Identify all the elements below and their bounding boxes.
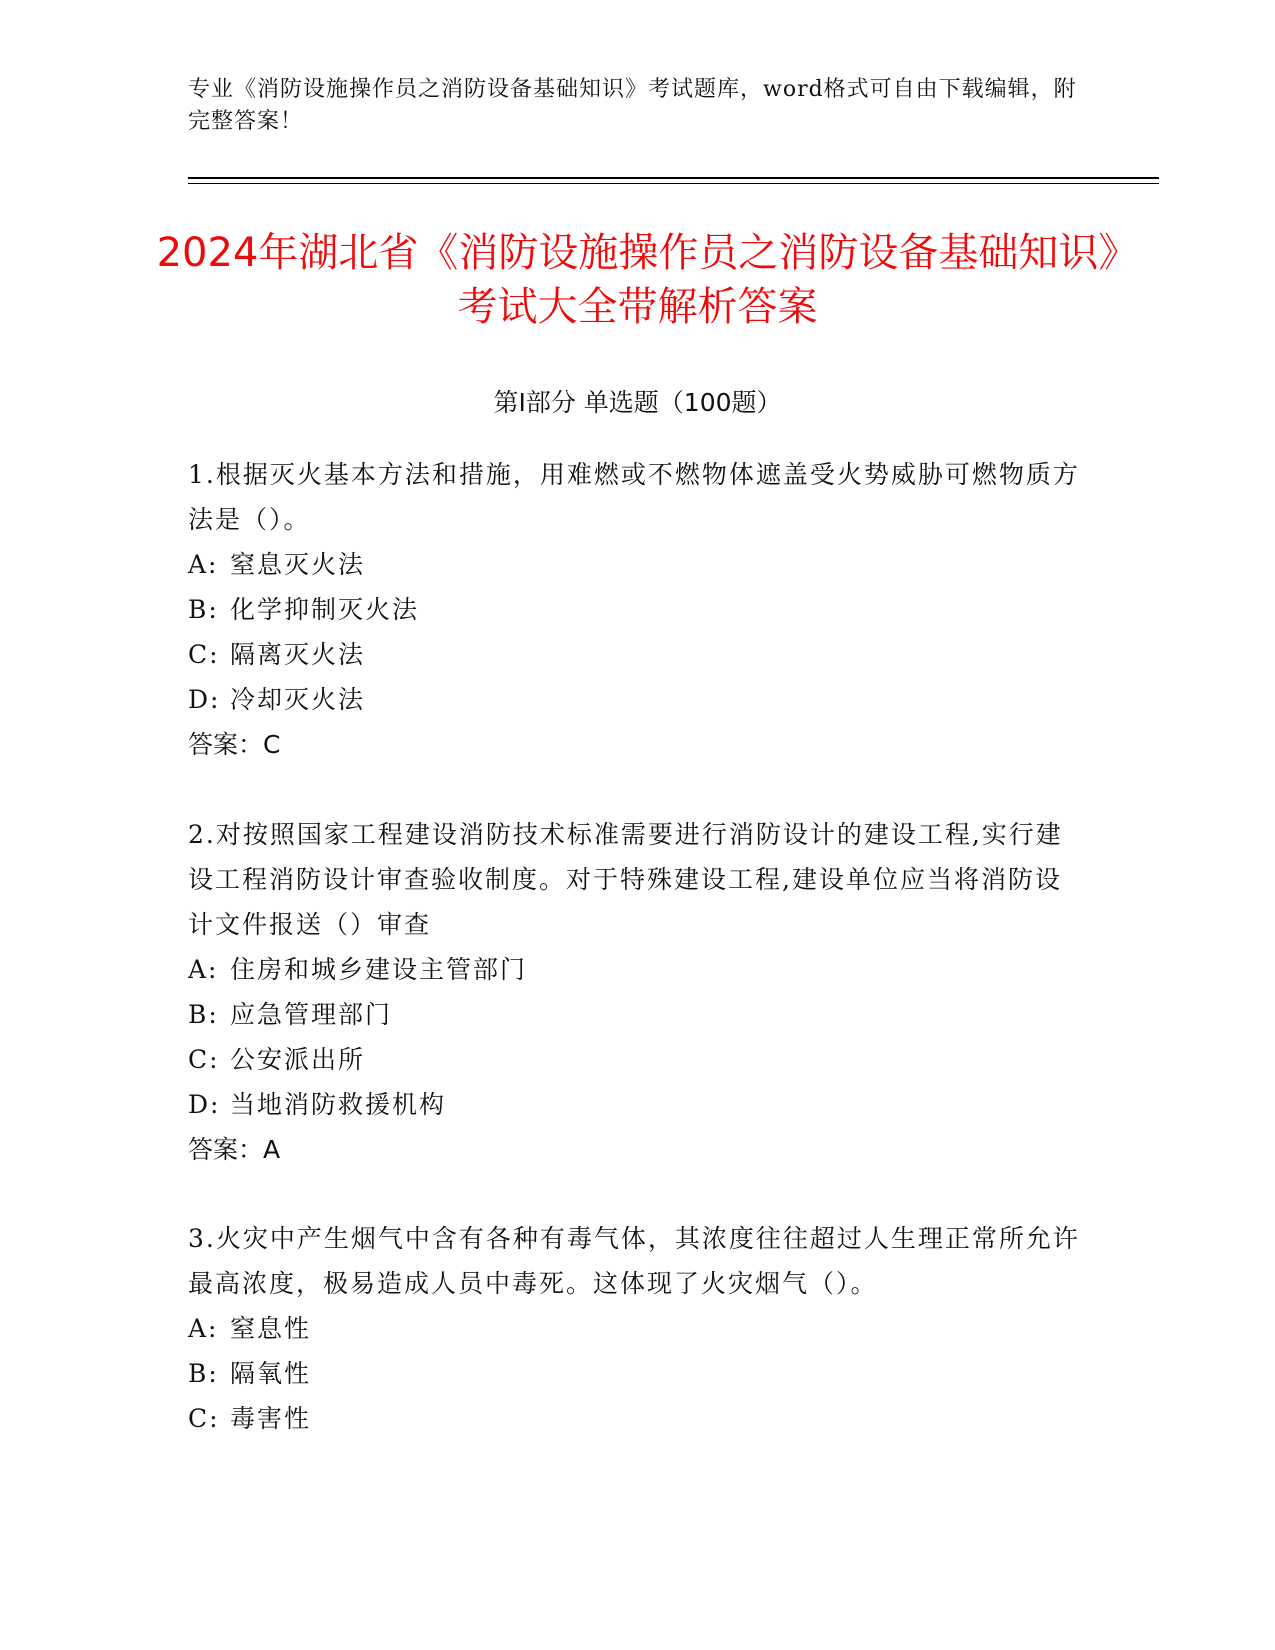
section-title: 第Ⅰ部分 单选题（100题） xyxy=(493,388,782,417)
option-a xyxy=(188,1306,1088,1351)
header-rule-thick xyxy=(188,177,1159,179)
option-key: C: xyxy=(188,1404,220,1433)
option-text: 公安派出所 xyxy=(230,1045,366,1074)
option-text: 隔离灭火法 xyxy=(230,640,366,669)
option-key: A: xyxy=(188,1314,219,1343)
option-text: 化学抑制灭火法 xyxy=(230,595,420,624)
option-key: A: xyxy=(188,955,219,984)
option-text: 毒害性 xyxy=(230,1404,312,1433)
option-key: B: xyxy=(188,1000,219,1029)
option-text: 窒息灭火法 xyxy=(230,550,366,579)
option-text: 住房和城乡建设主管部门 xyxy=(230,955,528,984)
answer-line: 答案：A xyxy=(188,1135,281,1164)
option-b xyxy=(188,587,1088,632)
option-d xyxy=(188,677,1088,722)
option-a xyxy=(188,947,1088,992)
question-stem: 3.火灾中产生烟气中含有各种有毒气体，其浓度往往超过人生理正常所允许最高浓度，极易造成人员中毒死。这体现了火灾烟气（）。 xyxy=(188,1224,1080,1298)
option-key: D: xyxy=(188,685,221,714)
option-c xyxy=(188,632,1088,677)
option-key: B: xyxy=(188,595,219,624)
header-rule-thin xyxy=(188,183,1159,184)
option-b xyxy=(188,992,1088,1037)
option-key: A: xyxy=(188,550,219,579)
option-text: 窒息性 xyxy=(230,1314,312,1343)
option-text: 当地消防救援机构 xyxy=(230,1090,447,1119)
option-key: C: xyxy=(188,1045,220,1074)
option-key: D: xyxy=(188,1090,221,1119)
option-c xyxy=(188,1037,1088,1082)
header-note: 专业《消防设施操作员之消防设备基础知识》考试题库，word格式可自由下载编辑，附完整答案！ xyxy=(188,77,1077,134)
option-a xyxy=(188,542,1088,587)
option-key: C: xyxy=(188,640,220,669)
question-3 xyxy=(188,1216,1088,1441)
document-title: 2024年湖北省《消防设施操作员之消防设备基础知识》考试大全带解析答案 xyxy=(156,230,1119,330)
option-d xyxy=(188,1082,1088,1127)
option-text: 隔氧性 xyxy=(230,1359,312,1388)
question-2 xyxy=(188,812,1088,1172)
question-stem: 1.根据灭火基本方法和措施，用难燃或不燃物体遮盖受火势威胁可燃物质方法是（）。 xyxy=(188,460,1080,534)
option-key: B: xyxy=(188,1359,219,1388)
question-1 xyxy=(188,452,1088,767)
option-b xyxy=(188,1351,1088,1396)
question-stem: 2.对按照国家工程建设消防技术标准需要进行消防设计的建设工程,实行建设工程消防设计审查验收制度。对于特殊建设工程,建设单位应当将消防设计文件报送（）审查 xyxy=(188,820,1063,939)
option-c xyxy=(188,1396,1088,1441)
option-text: 应急管理部门 xyxy=(230,1000,393,1029)
answer-line: 答案：C xyxy=(188,730,281,759)
option-text: 冷却灭火法 xyxy=(230,685,366,714)
